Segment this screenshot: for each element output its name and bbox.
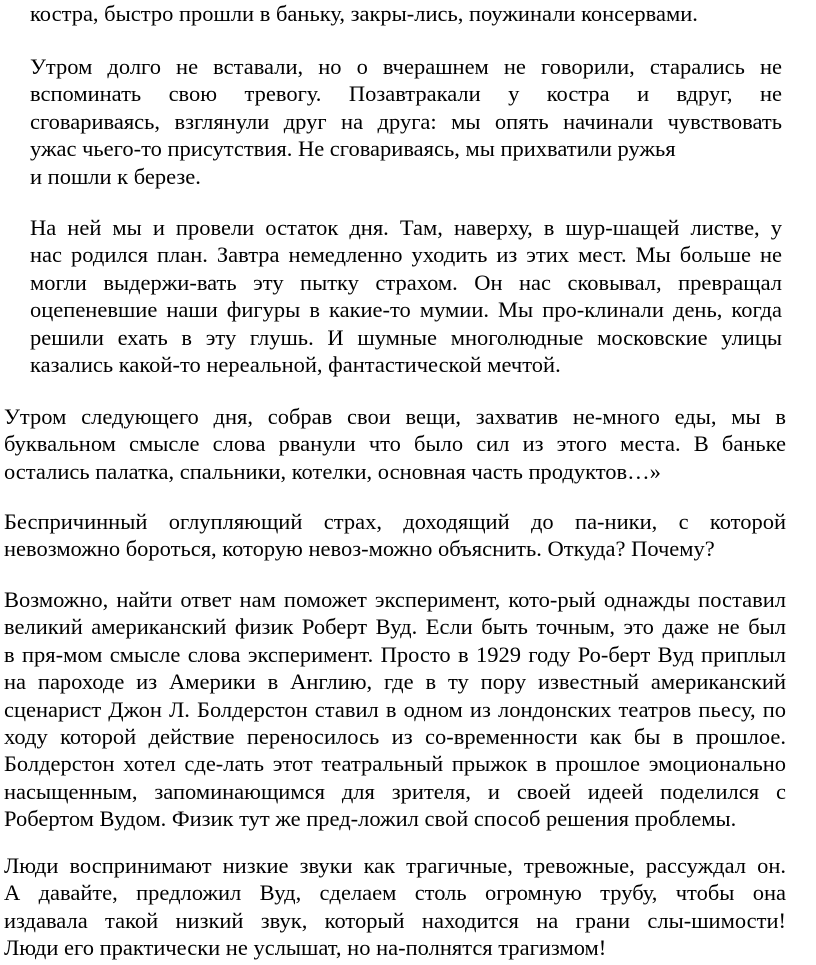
text-line: Беспричинный оглупляющий страх, доходящий до па-ники, с которой: [4, 509, 786, 534]
paragraph-6: [4, 852, 786, 962]
text-line: великий американский физик Роберт Вуд. Если быть точным, это даже не был: [4, 614, 786, 640]
text-line: сговариваясь, взглянули друг на друга: мы опять начинали чувствовать: [30, 108, 782, 134]
text-line: оцепеневшие наши фигуры в какие-то мумии. Мы про-клинали день, когда: [30, 297, 782, 323]
text-line: вспоминать свою тревогу. Позавтракали у костра и вдруг, не: [30, 81, 782, 107]
text-line: А давайте, предложил Вуд, сделаем столь огромную трубу, чтобы она: [4, 880, 786, 906]
paragraph-4: [4, 508, 786, 563]
text-line: нас родился план. Завтра немедленно уходить из этих мест. Мы больше не: [30, 242, 782, 268]
text-line: Робертом Вудом. Физик тут же пред-ложил свой способ решения проблемы.: [4, 806, 737, 832]
text-line: в пря-мом смысле слова эксперимент. Просто в 1929 году Ро-берт Вуд приплыл: [4, 641, 786, 667]
paragraph-3: [4, 403, 786, 485]
text-line: казались какой-то нереальной, фантастической мечтой.: [30, 351, 561, 377]
text-line: ужас чьего-то присутствия. Не сговариваясь, мы прихватили ружья: [30, 136, 676, 162]
text-line: издавала такой низкий звук, который находится на грани слы-шимости!: [4, 907, 786, 933]
text-line: решили ехать в эту глушь. И шумные многолюдные московские улицы: [30, 324, 782, 350]
text-line: Люди его практически не услышат, но на-полнятся трагизмом!: [4, 935, 607, 961]
text-line: остались палатка, спальники, котелки, основная часть продуктов…»: [4, 458, 661, 484]
text-line: буквальном смысле слова рванули что было сил из этого места. В баньке: [4, 431, 786, 457]
text-line: и пошли к березе.: [30, 163, 201, 189]
paragraph-2: [30, 214, 782, 378]
text-line: Люди воспринимают низкие звуки как трагичные, тревожные, рассуждал он.: [4, 853, 786, 878]
text-line: Утром долго не вставали, но о вчерашнем не говорили, старались не: [30, 54, 782, 79]
text-line: могли выдержи-вать эту пытку страхом. Он нас сковывал, превращал: [30, 269, 782, 295]
text-line: на пароходе из Америки в Англию, где в ту пору известный американский: [4, 669, 786, 695]
text-line: костра, быстро прошли в баньку, закры-лись, поужинали консервами.: [30, 1, 698, 26]
text-line: ходу которой действие переносилось из со-временности как бы в прошлое.: [4, 723, 786, 749]
paragraph-0: [30, 0, 782, 27]
text-line: насыщенным, запоминающимся для зрителя, и своей идеей поделился с: [4, 778, 786, 804]
paragraph-5: [4, 586, 786, 833]
text-line: Возможно, найти ответ нам поможет эксперимент, кото-рый однажды поставил: [4, 587, 786, 612]
text-line: Болдерстон хотел сде-лать этот театральный прыжок в прошлое эмоционально: [4, 751, 786, 777]
text-line: Утром следующего дня, собрав свои вещи, захватив не-много еды, мы в: [4, 404, 786, 429]
text-line: На ней мы и провели остаток дня. Там, наверху, в шур-шащей листве, у: [30, 215, 782, 240]
text-line: невозможно бороться, которую невоз-можно объяснить. Откуда? Почему?: [4, 536, 715, 562]
paragraph-1: [30, 53, 782, 190]
text-line: сценарист Джон Л. Болдерстон ставил в одном из лондонских театров пьесу, по: [4, 696, 786, 722]
